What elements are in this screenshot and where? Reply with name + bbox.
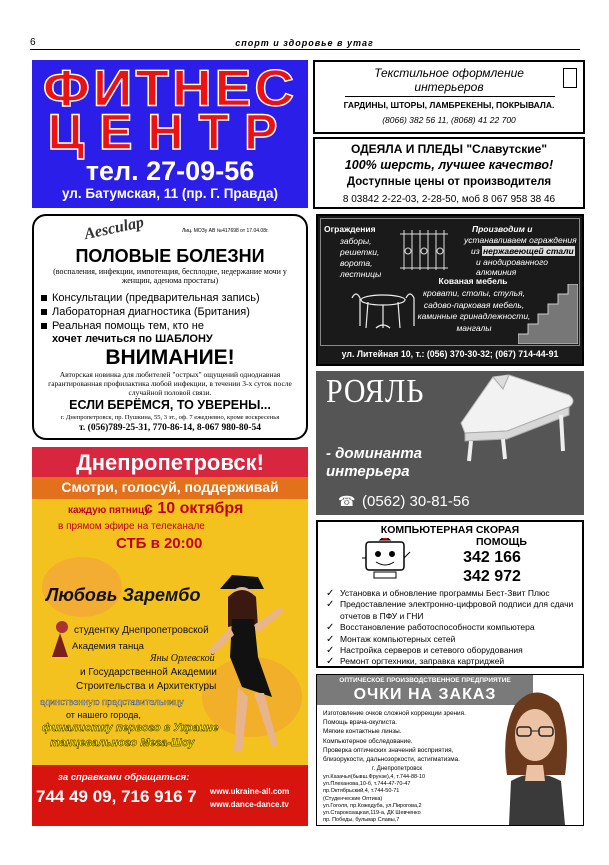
fences-right-l4: и анодированного алюминия — [476, 257, 548, 277]
clinic-subtitle: (воспаления, инфекции, импотенция, бесплодие, недержание мочи у женщин, аденома простаты) — [53, 267, 287, 285]
optics-address: ул.Старокозацкая,119-а, ДК Шевченко — [323, 810, 421, 817]
dnepr-bio-5: Строительства и Архитектуры — [76, 681, 217, 692]
piano-title: РОЯЛЬ — [326, 373, 425, 410]
dnepr-bio-4: и Государственной Академии — [80, 667, 217, 678]
optics-address: ул.Казачья(бывш.Фрунзе),4, т.744-88-10 — [323, 774, 426, 780]
dnepr-bio-9: танцевального Мега-Шоу — [50, 737, 195, 749]
optics-address: (Студенческие Оптика) — [323, 795, 383, 802]
clinic-body: Авторская новинка для любителей "острых" ощущений одноднавная гарантированная профилактика любой инфекции, в течении 3-х суток после случайной половой связи. — [48, 370, 292, 397]
piano-tagline-2: интерьера — [326, 463, 410, 480]
dnepr-cta: Смотри, голосуй, поддерживай — [61, 479, 279, 495]
optics-address: пр.Октябрьский,4, т.744-50-71 — [323, 788, 400, 795]
forge-items: кровати, столы, стулья, садово-парковая мебель, каминные гринадлежности, мангалы — [417, 288, 531, 333]
dnepr-channel: СТБ в 20:00 — [116, 535, 203, 552]
fitness-address: ул. Батумская, 11 (пр. Г. Правда) — [61, 186, 279, 201]
piano-ad — [316, 371, 584, 515]
phone-icon: ☎ — [338, 493, 356, 509]
dnepr-bio-1: студентку Днепропетровской — [74, 625, 209, 636]
optics-line: Мягкие контактные линзы. — [323, 728, 402, 736]
check-icon: ✓ — [326, 645, 335, 657]
computer-title-2: ПОМОЩЬ — [476, 536, 527, 548]
fences-left-items: заборы, решетки, ворота, лестницы — [340, 236, 382, 279]
computer-service-item: ✓ Восстановление работоспособности компьютера — [326, 622, 535, 634]
computer-mascot-illustration — [358, 538, 414, 586]
optics-line: близорукости, дальнозоркости, астигматизма. — [323, 756, 460, 764]
optics-addresses — [323, 774, 483, 824]
clinic-attention: ВНИМАНИЕ! — [105, 346, 235, 369]
computer-service-item: ✓ Установка и обновление программы Бест-Звит Плюс — [326, 588, 550, 599]
optics-line: Проверка оптических значений восприятия, — [323, 746, 454, 754]
dnepr-phones: 744 49 09, 716 916 7 — [36, 787, 197, 806]
dnepr-live: в прямом эфире на телеканале — [58, 521, 205, 532]
optics-city: г. Днепропетровск — [372, 766, 422, 772]
optics-address: ул.Гоголя, пр.Кожедуба, ул.Пирогова,2 — [323, 802, 422, 809]
computer-title-1: КОМПЬЮТЕРНАЯ СКОРАЯ — [380, 524, 520, 536]
check-icon: ✓ — [326, 633, 335, 645]
page-number: 6 — [30, 37, 36, 48]
header-rule — [30, 49, 580, 50]
dnepr-web-1: www.ukraine-all.com — [210, 787, 290, 796]
textile-rule — [345, 96, 555, 97]
fitness-line1: ФИТНЕС — [42, 59, 298, 117]
textile-items: ГАРДИНЫ, ШТОРЫ, ЛАМБРЕКЕНЫ, ПОКРЫВАЛА. — [343, 100, 555, 110]
computer-phone-1: 342 166 — [463, 549, 521, 566]
fences-address: ул. Литейная 10, т.: (056) 370-30-32; (067) 714-44-91 — [341, 349, 559, 359]
clinic-service-item: Реальная помощь тем, кто не — [38, 319, 300, 333]
optics-address: пр. Победы, бульвар Славы,7 — [323, 817, 400, 824]
blankets-phones: 8 03842 2-22-03, 2-28-50, моб 8 067 958 38 46 — [342, 194, 556, 205]
dnepr-name: Любовь Зарембо — [46, 585, 201, 605]
check-icon: ✓ — [326, 599, 335, 611]
blankets-prices: Доступные цены от производителя — [346, 176, 552, 188]
clinic-service-cont: хочет лечиться по ШАБЛОНУ — [52, 333, 213, 345]
fences-right-l1: Производим и — [472, 224, 533, 234]
computer-phone-2: 342 972 — [463, 568, 521, 585]
clinic-logo: Aesculap — [82, 213, 146, 244]
piano-phone: (0562) 30-81-56 — [362, 493, 470, 510]
fitness-ad — [32, 60, 308, 208]
optics-kicker: ОПТИЧЕСКОЕ ПРОИЗВОДСТВЕННОЕ ПРЕДПРИЯТИЕ — [339, 677, 511, 684]
clinic-service-item: Лабораторная диагностика (Британия) — [38, 305, 300, 319]
dnepr-date-prefix: каждую пятницу — [68, 505, 150, 516]
fences-left-title: Ограждения — [324, 224, 376, 234]
dnepr-bio-3: Яны Орлевской — [150, 653, 215, 664]
computer-services — [324, 588, 580, 668]
clinic-phones: т. (056)789-25-31, 770-86-14, 8-067 980-80-54 — [78, 423, 262, 433]
textile-logo — [563, 68, 577, 88]
computer-service-item: ✓ Предоставление электронно-цифровой подписи для сдачи отчетов в ПФУ и ГНИ — [326, 599, 574, 621]
optics-services — [323, 709, 513, 764]
forged-furniture-illustration — [348, 288, 418, 332]
check-icon: ✓ — [326, 622, 335, 634]
computer-service-item: ✓ Ремонт оргтехники, заправка картриджей — [326, 656, 505, 668]
textile-phones: (8066) 382 56 11, (8068) 41 22 700 — [382, 115, 516, 125]
optics-address: ул.Плеханова,10-б, т.744-47-70-47 — [323, 781, 411, 788]
textile-title-2: интерьеров — [414, 80, 484, 94]
dance-show-ad — [32, 447, 308, 826]
fences-steel-highlight: нержавеющей стали — [483, 246, 574, 256]
fences-right-l2: устанавливаем ограждения — [464, 235, 577, 245]
clinic-ad — [32, 214, 308, 440]
computer-service-item: ✓ Настройка серверов и сетевого оборудования — [326, 645, 523, 657]
running-title: спорт и здоровье в утаг — [235, 38, 374, 48]
clinic-license: Лиц. МОЗу АВ №417698 от 17.04.08г. — [182, 228, 269, 234]
computer-service-item: ✓ Монтаж компьютерных сетей — [326, 633, 456, 645]
optics-line: Помощь врача-окулиста. — [323, 719, 397, 727]
optics-woman-photo — [487, 685, 583, 825]
dnepr-web-2: www.dance-dance.tv — [210, 800, 289, 809]
blankets-ad — [313, 137, 585, 209]
clinic-services — [38, 291, 300, 333]
piano-tagline-1: - доминанта — [326, 445, 422, 462]
fitness-line2: ЦЕНТР — [47, 104, 293, 160]
clinic-address: г. Днепропетровск, пр. Пушкина, 55, 3 эт., оф. 7 ежедневно, кроме воскресенья — [60, 414, 280, 421]
dnepr-date: с 10 октября — [144, 500, 244, 517]
optics-line: Компьютерное обследование. — [323, 737, 413, 745]
optics-title: ОЧКИ НА ЗАКАЗ — [353, 686, 497, 703]
fence-illustration — [398, 226, 450, 272]
dnepr-bio-2: Академия танца — [72, 641, 144, 652]
optics-ad — [316, 674, 584, 826]
fences-ad — [316, 214, 584, 366]
computer-help-ad — [316, 520, 584, 668]
clinic-service-item: Консультации (предварительная запись) — [38, 291, 300, 305]
optics-line: Изготовление очков сложной коррекции зрения. — [323, 710, 466, 717]
textile-ad — [313, 60, 585, 134]
clinic-guarantee: ЕСЛИ БЕРЁМСЯ, ТО УВЕРЕНЫ... — [69, 398, 271, 412]
check-icon: ✓ — [326, 588, 335, 599]
clinic-title: ПОЛОВЫЕ БОЛЕЗНИ — [75, 246, 265, 266]
fences-right-l3 — [471, 246, 575, 256]
dnepr-bio-6: единственную представительницу — [40, 697, 184, 707]
fences-right-l3a: из — [471, 246, 483, 256]
fitness-phone: тел. 27-09-56 — [85, 156, 255, 186]
blankets-slogan: 100% шерсть, лучшее качество! — [344, 158, 554, 172]
textile-title-1: Текстильное оформление — [374, 66, 524, 80]
dnepr-bio-8: финалистку первого в Украине — [42, 722, 219, 734]
piano-illustration — [451, 371, 581, 463]
blankets-title: ОДЕЯЛА И ПЛЕДЫ "Славутские" — [350, 142, 548, 156]
dnepr-city: Днепропетровск! — [76, 450, 264, 475]
forge-title: Кованая мебель — [438, 276, 508, 286]
check-icon: ✓ — [326, 656, 335, 668]
dnepr-contact-label: за справками обращаться: — [58, 772, 190, 783]
dnepr-bio-7: от нашего города, — [66, 710, 141, 720]
